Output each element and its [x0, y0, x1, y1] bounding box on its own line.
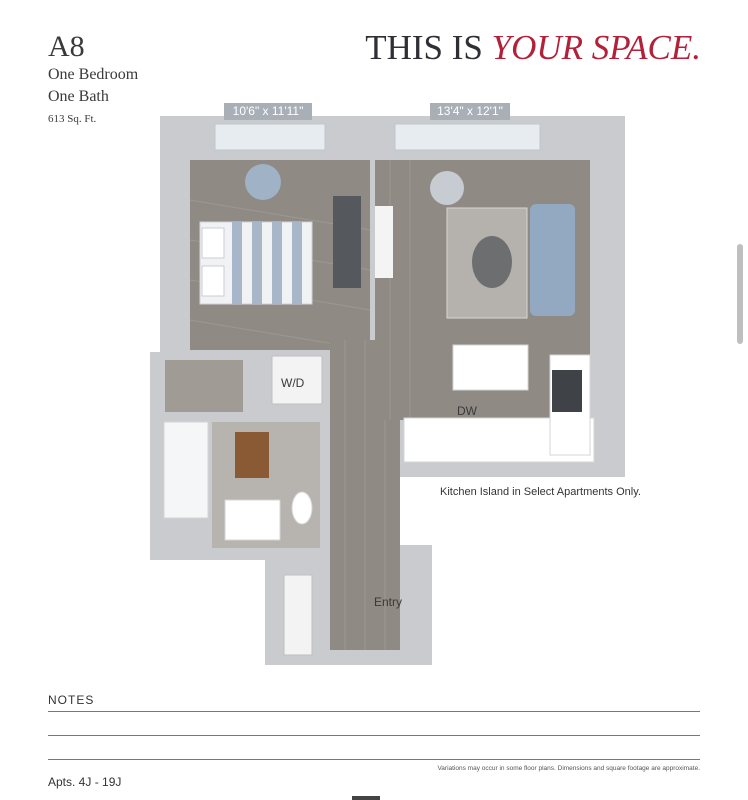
unit-bedrooms: One Bedroom: [48, 66, 139, 83]
notes-line: [48, 711, 700, 712]
kitchen-island: [453, 345, 528, 390]
entry-closet: [284, 575, 312, 655]
notes-line: [48, 735, 700, 736]
bedroom-dimensions: 10'6" x 11'11": [224, 103, 312, 120]
disclaimer: Variations may occur in some floor plans. Dimensions and square footage are approximate.: [437, 765, 700, 772]
coffee-table: [472, 236, 512, 288]
bath-mat: [235, 432, 269, 478]
living-dimensions: 13'4" x 12'1": [430, 103, 510, 120]
washer-dryer-label: W/D: [281, 376, 305, 390]
sofa: [530, 204, 575, 316]
bedroom-dresser: [333, 196, 361, 288]
hall-closet: [165, 360, 243, 412]
unit-bathrooms: One Bath: [48, 88, 109, 105]
headline-lead: THIS IS: [365, 28, 492, 67]
dishwasher-label: DW: [457, 404, 477, 418]
headline-accent: YOUR SPACE.: [491, 28, 701, 67]
unit-area: 613 Sq. Ft.: [48, 113, 97, 125]
range: [552, 370, 582, 412]
living-chair: [430, 171, 464, 205]
notes-heading: NOTES: [48, 693, 95, 707]
kitchen-island-note: Kitchen Island in Select Apartments Only.: [440, 486, 641, 498]
console-table: [375, 206, 393, 278]
bed: [200, 222, 312, 304]
vanity: [225, 500, 280, 540]
toilet: [292, 492, 312, 524]
apartment-range: Apts. 4J - 19J: [48, 775, 122, 789]
entry-label: Entry: [374, 595, 403, 609]
bedroom-chair: [245, 164, 281, 200]
notes-line: [48, 759, 700, 760]
bathtub: [164, 422, 208, 518]
scrollbar-thumb[interactable]: [737, 244, 743, 344]
page-indicator: [352, 796, 380, 800]
unit-code: A8: [48, 30, 85, 63]
